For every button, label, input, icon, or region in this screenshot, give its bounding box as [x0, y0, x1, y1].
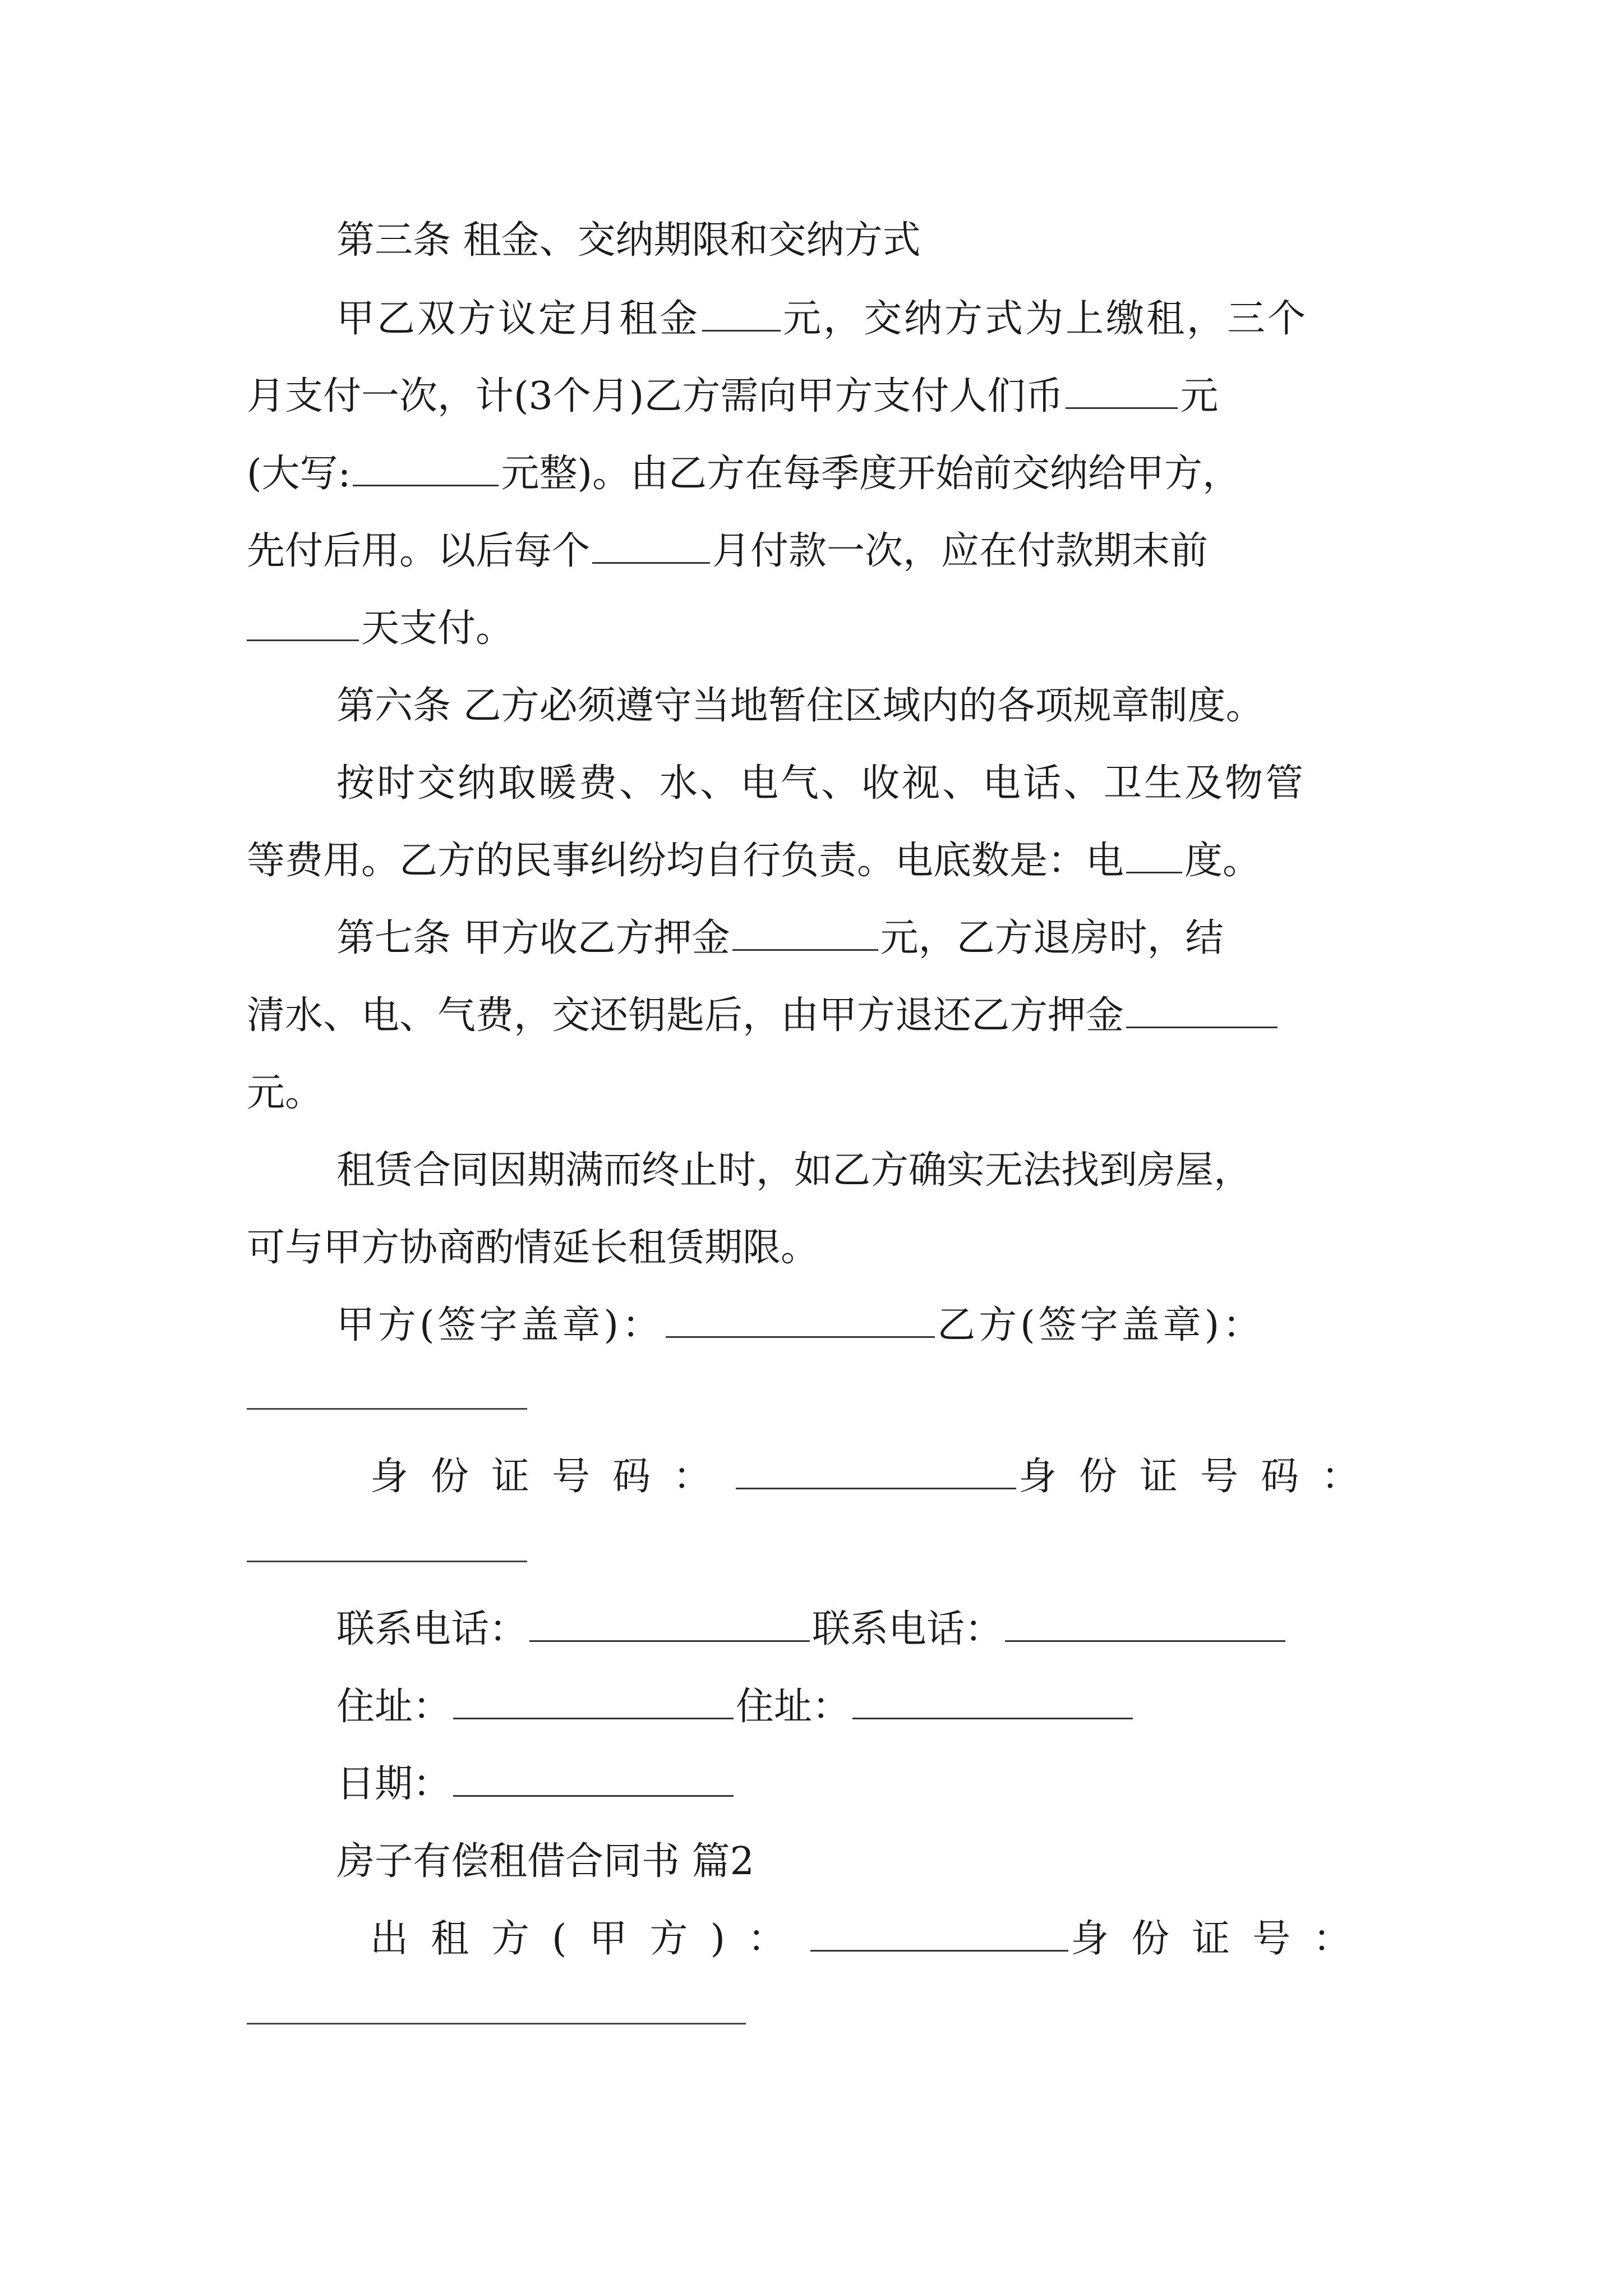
extension-line-1: 租赁合同因期满而终止时，如乙方确实无法找到房屋， [336, 1148, 1252, 1193]
article-3-heading: 第三条 租金、交纳期限和交纳方式 [336, 218, 921, 263]
party-b-id-blank[interactable] [247, 1561, 527, 1562]
party-b-phone-blank[interactable] [1005, 1605, 1285, 1642]
article-6-line-1: 第六条 乙方必须遵守当地暂住区域内的各项规章制度。 [336, 684, 1264, 728]
id-number-line: 身份证号码： 身份证号码： [370, 1452, 1396, 1502]
amount-in-words-blank[interactable] [353, 450, 499, 486]
rent-amount-blank[interactable] [702, 295, 781, 332]
article-7-line-1: 第七条 甲方收乙方押金 元，乙方退房时，结 [336, 913, 1396, 964]
party-a-id-blank[interactable] [736, 1453, 1016, 1489]
article-3-line-1: 甲乙双方议定月租金 元，交纳方式为上缴租，三个 [336, 294, 1396, 344]
party-a-signature-blank[interactable] [666, 1301, 935, 1338]
section-2-title: 房子有偿租借合同书 篇2 [336, 1839, 754, 1884]
article-7-line-3: 元。 [247, 1071, 324, 1115]
meter-reading-blank[interactable] [1126, 837, 1182, 873]
article-6-line-2: 按时交纳取暖费、水、电气、收视、电话、卫生及物管 [336, 761, 1306, 806]
lessor-name-blank[interactable] [810, 1915, 1068, 1952]
article-3-line-4: 先付后用。以后每个 月付款一次，应在付款期末前 [247, 526, 1396, 577]
party-a-phone-blank[interactable] [529, 1605, 810, 1642]
date-blank[interactable] [453, 1760, 734, 1797]
party-b-address-blank[interactable] [852, 1683, 1133, 1719]
lessor-id-blank[interactable] [247, 2023, 746, 2024]
extension-line-2: 可与甲方协商酌情延长租赁期限。 [247, 1226, 819, 1270]
deposit-amount-blank[interactable] [732, 914, 878, 951]
payment-months-blank[interactable] [592, 527, 710, 564]
article-6-line-3: 等费用。乙方的民事纠纷均自行负责。电底数是：电 度。 [247, 836, 1396, 886]
article-7-line-2: 清水、电、气费，交还钥匙后，由甲方退还乙方押金 [247, 991, 1396, 1041]
article-3-line-2: 月支付一次，计(3个月)乙方需向甲方支付人们币 元 [247, 371, 1396, 422]
phone-line: 联系电话： 联系电话： [336, 1604, 1396, 1655]
article-3-line-3: (大写: 元整)。由乙方在每季度开始前交纳给甲方， [247, 449, 1396, 499]
quarter-payment-blank[interactable] [1066, 372, 1178, 409]
date-line: 日期： [336, 1759, 1396, 1810]
party-a-address-blank[interactable] [453, 1683, 734, 1719]
signature-line: 甲方(签字盖章)： 乙方(签字盖章)： [336, 1300, 1396, 1351]
address-line: 住址： 住址： [336, 1682, 1396, 1732]
lessor-line: 出租方(甲方)： 身份证号： [370, 1914, 1396, 1964]
payment-days-blank[interactable] [247, 605, 359, 641]
party-b-signature-blank[interactable] [247, 1408, 527, 1410]
deposit-refund-blank[interactable] [1126, 992, 1278, 1028]
article-3-line-5: 天支付。 [247, 604, 1396, 654]
